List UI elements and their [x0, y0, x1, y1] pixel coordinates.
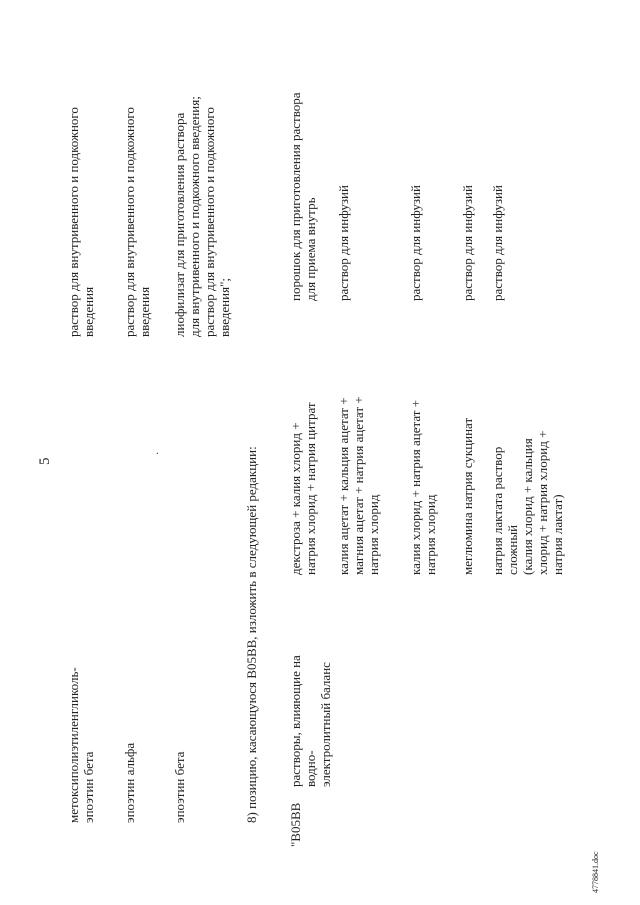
- drug-name: меглюмина натрия сукцинат: [460, 417, 475, 575]
- drug-name: эпоэтин альфа: [122, 742, 137, 823]
- drug-name: калия хлорид + натрия ацетат + натрия хлорид: [408, 399, 438, 575]
- dosage-form: раствор для внутривенного и подкожного введения: [122, 107, 152, 337]
- dosage-form: раствор для инфузий: [490, 185, 505, 301]
- drug-name: декстроза + калия хлорид + натрия хлорид + натрия цитрат: [288, 402, 318, 575]
- dosage-form: порошок для приготовления раствора для приема внутрь: [288, 92, 318, 301]
- file-stamp: 4778841.doc: [591, 851, 600, 893]
- dosage-form: раствор для инфузий: [460, 185, 475, 301]
- stray-mark: ·: [153, 451, 164, 455]
- atc-code: "B05BB: [288, 802, 303, 847]
- atc-category: растворы, влияющие на водно- электролитный баланс: [288, 655, 333, 787]
- page-number: 5: [37, 457, 53, 465]
- drug-name: натрия лактата раствор сложный (калия хлорид + кальция хлорид + натрия хлорид + натрия лактат): [490, 430, 565, 575]
- drug-name: эпоэтин бета: [172, 751, 187, 823]
- dosage-form: раствор для инфузий: [336, 185, 351, 301]
- dosage-form: лиофилизат для приготовления раствора для внутривенного и подкожного введения; раствор для внутривенного и подкожного введения";: [172, 96, 232, 337]
- amendment-intro: 8) позицию, касающуюся B05BB, изложить в следующей редакции:: [244, 446, 259, 823]
- dosage-form: раствор для внутривенного и подкожного введения: [66, 107, 96, 337]
- drug-name: калия ацетат + кальция ацетат + магния ацетат + натрия ацетат + натрия хлорид: [336, 396, 381, 575]
- drug-name: метоксиполиэтиленгликоль- эпоэтин бета: [66, 667, 96, 823]
- dosage-form: раствор для инфузий: [408, 185, 423, 301]
